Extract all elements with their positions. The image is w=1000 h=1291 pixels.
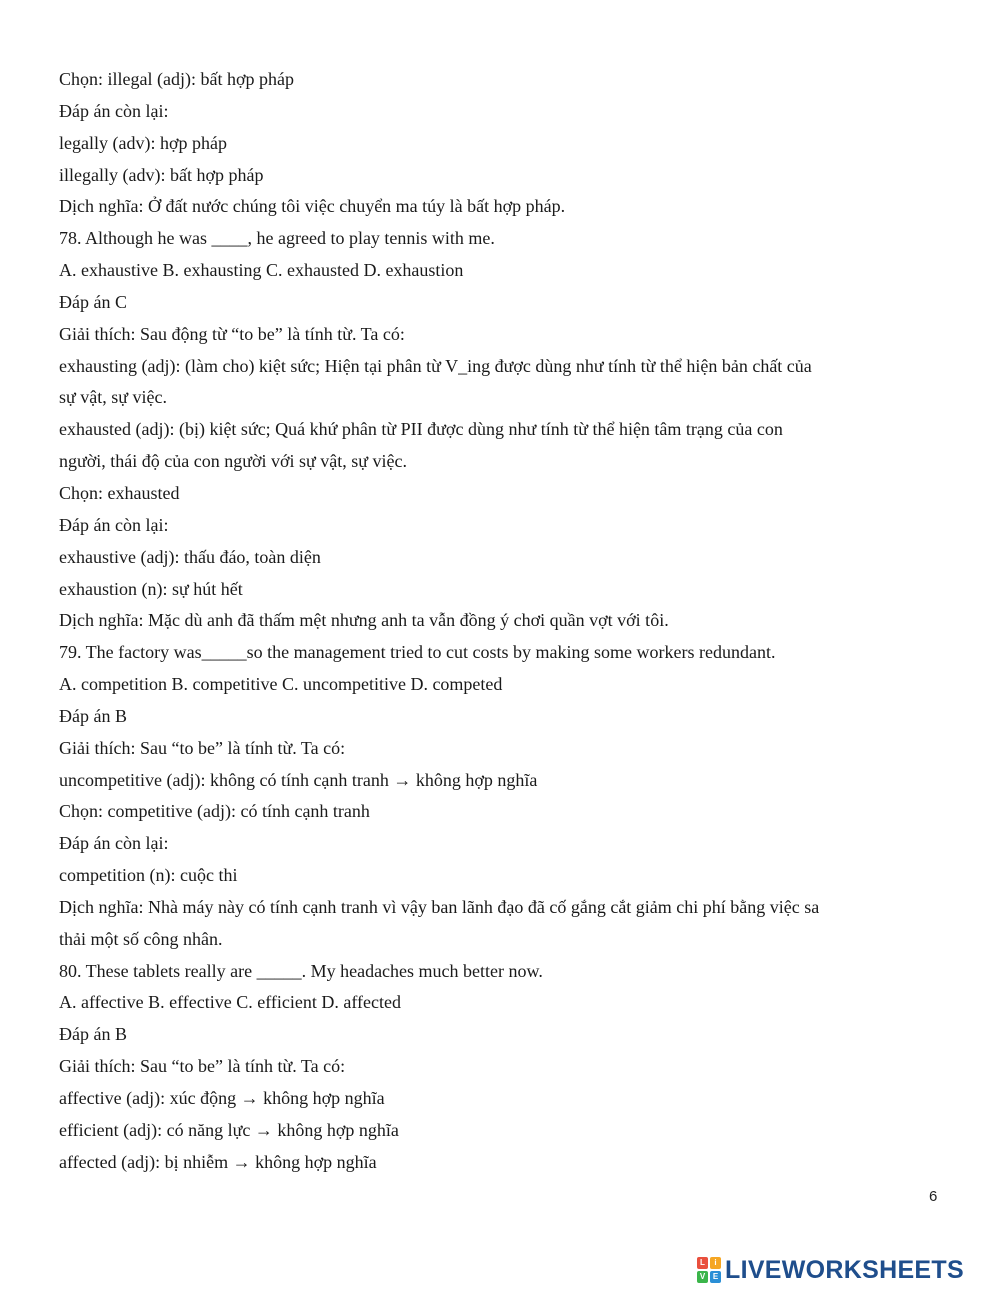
text-line: 79. The factory was_____so the management tried to cut costs by making some workers redundant.	[59, 642, 776, 663]
text-line: exhausted (adj): (bị) kiệt sức; Quá khứ phân từ PII được dùng như tính từ thể hiện tâm trạng của con	[59, 419, 783, 440]
logo-mark-tile: V	[697, 1271, 708, 1283]
text-line: Đáp án còn lại:	[59, 833, 169, 854]
text-line: efficient (adj): có năng lực → không hợp nghĩa	[59, 1119, 399, 1140]
liveworksheets-logo	[697, 1254, 964, 1286]
text-line: Đáp án còn lại:	[59, 100, 169, 121]
document-body	[59, 64, 939, 1179]
logo-mark-tile: L	[697, 1257, 708, 1269]
text-line: người, thái độ của con người với sự vật, sự việc.	[59, 451, 408, 472]
text-line: affected (adj): bị nhiễm → không hợp nghĩa	[59, 1151, 377, 1172]
text-line: Dịch nghĩa: Nhà máy này có tính cạnh tranh vì vậy ban lãnh đạo đã cố gắng cắt giảm chi phí bằng việc sa	[59, 896, 820, 917]
page-number: 6	[929, 1188, 938, 1205]
text-line: A. affective B. effective C. efficient D. affected	[59, 992, 402, 1013]
logo-mark-icon	[697, 1257, 721, 1283]
text-line: Chọn: exhausted	[59, 482, 180, 503]
text-line: exhaustive (adj): thấu đáo, toàn diện	[59, 546, 321, 567]
text-line: exhaustion (n): sự hút hết	[59, 578, 243, 599]
text-line: uncompetitive (adj): không có tính cạnh tranh → không hợp nghĩa	[59, 769, 538, 790]
text-line: Chọn: competitive (adj): có tính cạnh tranh	[59, 801, 370, 822]
logo-mark-tile: i	[710, 1257, 721, 1269]
text-line: Dịch nghĩa: Mặc dù anh đã thấm mệt nhưng anh ta vẫn đồng ý chơi quần vợt với tôi.	[59, 610, 669, 631]
text-line: competition (n): cuộc thi	[59, 865, 238, 886]
text-line: exhausting (adj): (làm cho) kiệt sức; Hiện tại phân từ V_ing được dùng như tính từ thể hiện bản chất của	[59, 355, 812, 376]
text-line: A. exhaustive B. exhausting C. exhausted D. exhaustion	[59, 260, 464, 281]
text-line: 80. These tablets really are _____. My headaches much better now.	[59, 960, 543, 981]
text-line: Dịch nghĩa: Ở đất nước chúng tôi việc chuyển ma túy là bất hợp pháp.	[59, 196, 566, 217]
text-line: 78. Although he was ____, he agreed to play tennis with me.	[59, 228, 495, 249]
text-line: A. competition B. competitive C. uncompetitive D. competed	[59, 674, 503, 695]
text-line: Đáp án còn lại:	[59, 514, 169, 535]
text-line: Đáp án C	[59, 291, 127, 312]
text-line: Đáp án B	[59, 705, 127, 726]
text-line: thải một số công nhân.	[59, 928, 223, 949]
text-line: Đáp án B	[59, 1024, 127, 1045]
logo-wordmark: LIVEWORKSHEETS	[725, 1255, 964, 1284]
logo-mark-tile: E	[710, 1271, 721, 1283]
text-line: illegally (adv): bất hợp pháp	[59, 164, 264, 185]
text-line: Giải thích: Sau “to be” là tính từ. Ta có:	[59, 1056, 346, 1077]
text-line: Giải thích: Sau “to be” là tính từ. Ta có:	[59, 737, 346, 758]
text-line: Chọn: illegal (adj): bất hợp pháp	[59, 69, 294, 89]
text-line: Giải thích: Sau động từ “to be” là tính từ. Ta có:	[59, 323, 405, 344]
text-line: sự vật, sự việc.	[59, 387, 167, 408]
text-line: legally (adv): hợp pháp	[59, 132, 227, 153]
text-line: affective (adj): xúc động → không hợp nghĩa	[59, 1088, 385, 1108]
